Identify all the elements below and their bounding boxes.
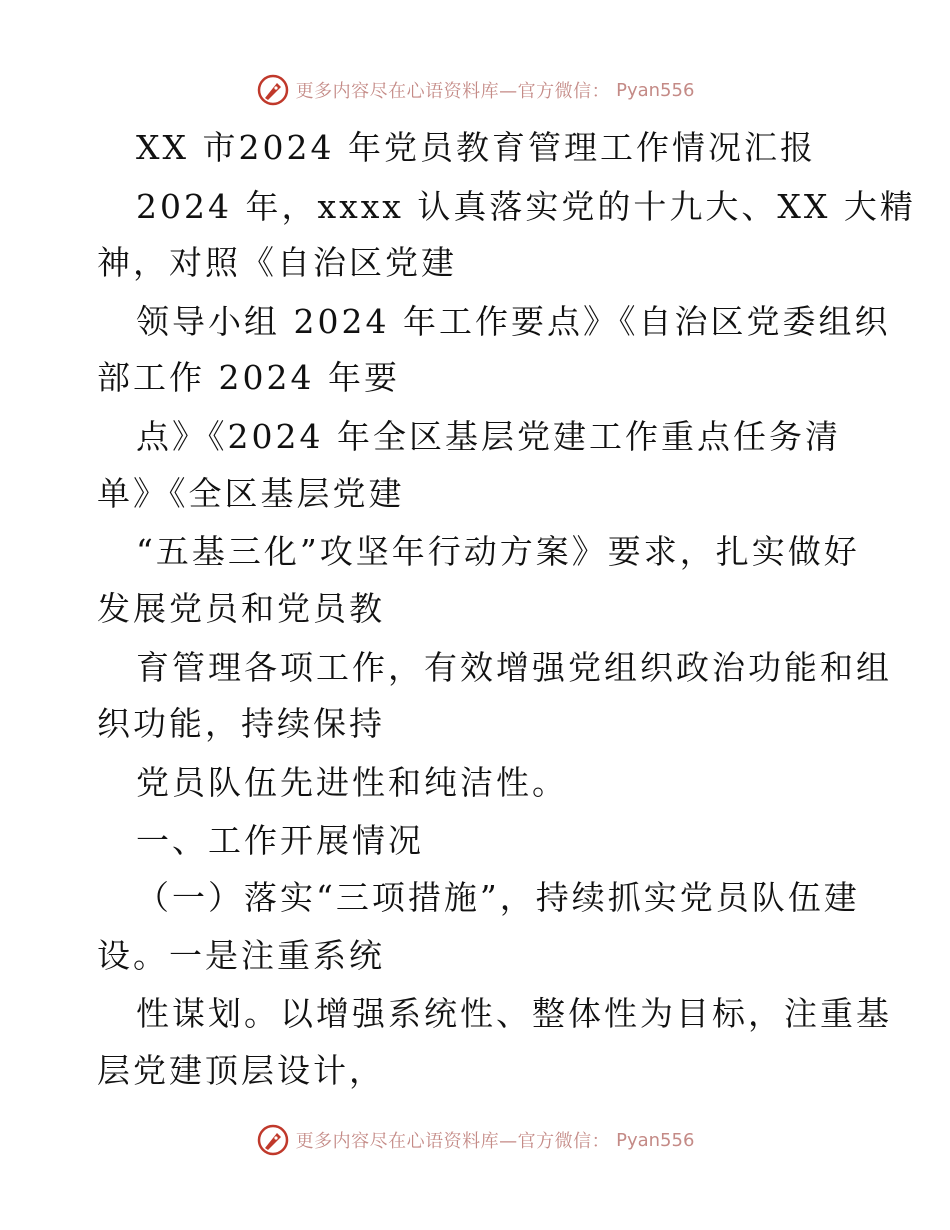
text-line: 2024 年，xxxx 认真落实党的十九大、XX 大精 bbox=[136, 187, 916, 226]
subsection-heading: （一）落实“三项措施”，持续抓实党员队伍建 bbox=[136, 878, 860, 917]
section-heading: 一、工作开展情况 bbox=[136, 821, 424, 860]
text-line: “五基三化”攻坚年行动方案》要求，扎实做好 bbox=[136, 532, 860, 571]
pen-nib-logo-icon bbox=[256, 73, 290, 107]
text-line: 发展党员和党员教 bbox=[97, 589, 385, 628]
text-line: 设。一是注重系统 bbox=[97, 936, 385, 975]
text-line: 部工作 2024 年要 bbox=[97, 358, 400, 397]
text-line: 育管理各项工作，有效增强党组织政治功能和组 bbox=[136, 648, 892, 687]
document-title: XX 市2024 年党员教育管理工作情况汇报 bbox=[136, 128, 816, 167]
text-line: 单》《全区基层党建 bbox=[97, 474, 405, 513]
text-line: 层党建顶层设计， bbox=[97, 1051, 385, 1090]
watermark-text: 更多内容尽在心语资料库—官方微信： bbox=[295, 1131, 611, 1152]
watermark-text: 更多内容尽在心语资料库—官方微信： bbox=[295, 81, 611, 102]
text-line: 神，对照《自治区党建 bbox=[97, 243, 457, 282]
watermark-id: Pyan556 bbox=[616, 79, 695, 101]
text-line: 领导小组 2024 年工作要点》《自治区党委组织 bbox=[136, 302, 891, 341]
text-line: 党员队伍先进性和纯洁性。 bbox=[136, 763, 568, 802]
watermark-id: Pyan556 bbox=[616, 1129, 695, 1151]
pen-nib-logo-icon bbox=[256, 1123, 290, 1157]
text-line: 性谋划。以增强系统性、整体性为目标，注重基 bbox=[136, 994, 892, 1033]
watermark-footer bbox=[0, 1120, 950, 1160]
text-line: 点》《2024 年全区基层党建工作重点任务清 bbox=[136, 417, 841, 456]
watermark-header bbox=[0, 70, 950, 110]
text-line: 织功能，持续保持 bbox=[97, 704, 385, 743]
